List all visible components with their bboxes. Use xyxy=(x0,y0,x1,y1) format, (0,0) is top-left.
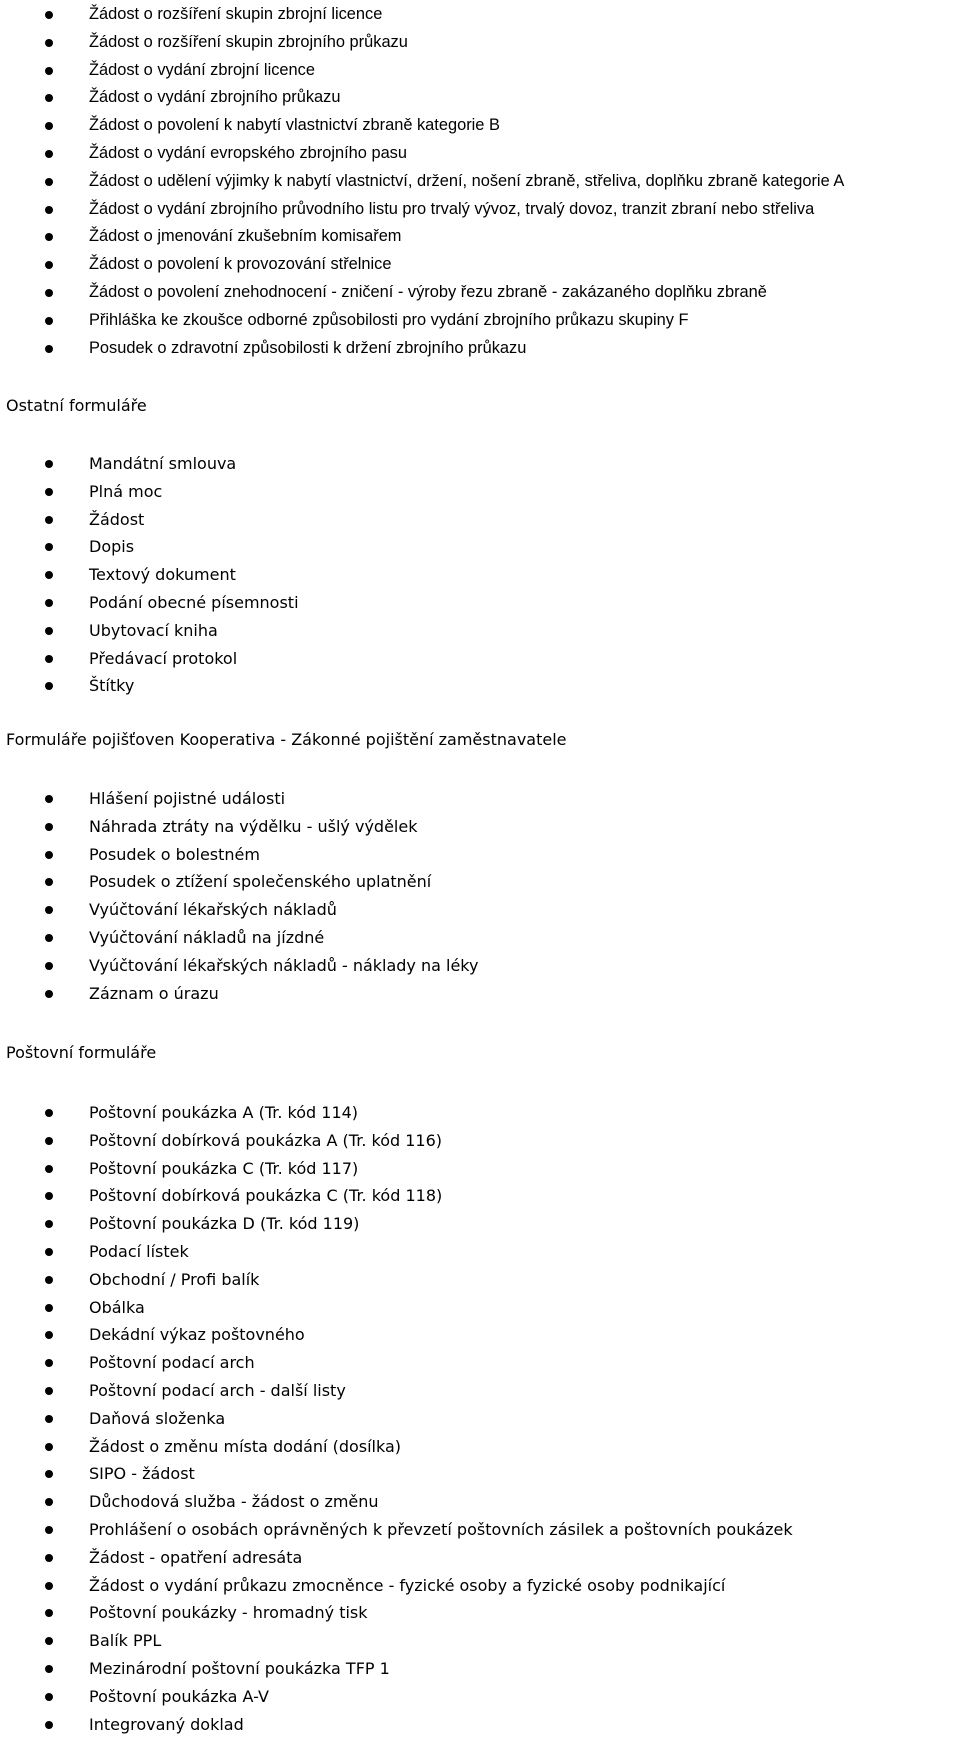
bullet-icon xyxy=(45,1498,53,1506)
list-item xyxy=(0,1182,960,1210)
list-item xyxy=(0,589,960,617)
list-item xyxy=(0,1,960,29)
list-item xyxy=(0,1599,960,1627)
form-link[interactable]: Přihláška ke zkoušce odborné způsobilosti pro vydání zbrojního průkazu skupiny F xyxy=(89,310,689,329)
list-item xyxy=(0,1433,960,1461)
form-link[interactable]: Žádost o vydání zbrojního průkazu xyxy=(89,88,341,107)
list-item xyxy=(0,1460,960,1488)
list-item xyxy=(0,1294,960,1322)
list-item xyxy=(0,1655,960,1683)
bullet-icon xyxy=(45,1637,53,1645)
form-link[interactable]: Žádost o vydání zbrojního průvodního listu pro trvalý vývoz, trvalý dovoz, tranzit zbraní nebo střeliva xyxy=(89,199,815,218)
list-item xyxy=(0,335,960,363)
bullet-icon xyxy=(45,795,53,803)
bullet-icon xyxy=(45,1276,53,1284)
form-link[interactable]: Poštovní podací arch - další listy xyxy=(89,1380,346,1400)
list-item xyxy=(0,1349,960,1377)
form-link[interactable]: Obálka xyxy=(89,1297,145,1317)
list-item xyxy=(0,1377,960,1405)
form-link[interactable]: Poštovní podací arch xyxy=(89,1353,255,1373)
list-item xyxy=(0,1321,960,1349)
form-link[interactable]: Poštovní dobírková poukázka C (Tr. kód 118) xyxy=(89,1186,443,1206)
list-item xyxy=(0,1238,960,1266)
list-item xyxy=(0,1544,960,1572)
list-item xyxy=(0,617,960,645)
list-item xyxy=(0,645,960,673)
insurance-forms-section xyxy=(0,785,960,1007)
form-link[interactable]: Vyúčtování lékařských nákladů - náklady na léky xyxy=(89,955,479,975)
section-title-other-forms: Ostatní formuláře xyxy=(6,396,147,415)
list-item xyxy=(0,1155,960,1183)
bullet-icon xyxy=(45,94,53,102)
postal-forms-section xyxy=(0,1099,960,1738)
bullet-icon xyxy=(45,627,53,635)
bullet-icon xyxy=(45,122,53,130)
form-link[interactable]: Žádost o jmenování zkušebním komisařem xyxy=(89,227,402,246)
list-item xyxy=(0,251,960,279)
list-item xyxy=(0,450,960,478)
form-link[interactable]: Žádost o vydání průkazu zmocněnce - fyzické osoby a fyzické osoby podnikající xyxy=(89,1575,726,1595)
form-link[interactable]: Prohlášení o osobách oprávněných k převzetí poštovních zásilek a poštovních poukázek xyxy=(89,1519,793,1539)
list-item xyxy=(0,478,960,506)
bullet-icon xyxy=(45,1387,53,1395)
form-link[interactable]: Žádost xyxy=(89,509,145,529)
bullet-icon xyxy=(45,261,53,269)
form-link[interactable]: Posudek o zdravotní způsobilosti k držení zbrojního průkazu xyxy=(89,338,527,357)
bullet-icon xyxy=(45,823,53,831)
list-item xyxy=(0,868,960,896)
gun-license-forms-list xyxy=(0,1,960,362)
bullet-icon xyxy=(45,150,53,158)
form-link[interactable]: Žádost o udělení výjimky k nabytí vlastnictví, držení, nošení zbraně, střeliva, doplňku zbraně kategorie A xyxy=(89,171,845,190)
list-item xyxy=(0,1516,960,1544)
list-item xyxy=(0,1711,960,1738)
list-item xyxy=(0,1266,960,1294)
form-link[interactable]: SIPO - žádost xyxy=(89,1464,195,1484)
form-link[interactable]: Integrovaný doklad xyxy=(89,1714,244,1734)
list-item xyxy=(0,1405,960,1433)
bullet-icon xyxy=(45,1582,53,1590)
bullet-icon xyxy=(45,682,53,690)
bullet-icon xyxy=(45,1137,53,1145)
bullet-icon xyxy=(45,488,53,496)
form-link[interactable]: Záznam o úrazu xyxy=(89,983,219,1003)
list-item xyxy=(0,57,960,85)
bullet-icon xyxy=(45,1109,53,1117)
list-item xyxy=(0,924,960,952)
list-item xyxy=(0,196,960,224)
form-link[interactable]: Žádost o povolení znehodnocení - zničení - výroby řezu zbraně - zakázaného doplňku zbraně xyxy=(89,282,767,301)
list-item xyxy=(0,223,960,251)
form-link[interactable]: Vyúčtování lékařských nákladů xyxy=(89,900,337,920)
list-item xyxy=(0,896,960,924)
list-item xyxy=(0,1210,960,1238)
form-link[interactable]: Hlášení pojistné události xyxy=(89,789,286,808)
bullet-icon xyxy=(45,599,53,607)
form-link[interactable]: Poštovní poukázka A (Tr. kód 114) xyxy=(89,1103,359,1122)
form-link[interactable]: Posudek o ztížení společenského uplatnění xyxy=(89,872,432,892)
bullet-icon xyxy=(45,289,53,297)
bullet-icon xyxy=(45,1415,53,1423)
bullet-icon xyxy=(45,460,53,468)
form-link[interactable]: Žádost - opatření adresáta xyxy=(89,1547,303,1567)
form-link[interactable]: Žádost o povolení k provozování střelnice xyxy=(89,255,392,274)
list-item xyxy=(0,841,960,869)
bullet-icon xyxy=(45,1470,53,1478)
form-link[interactable]: Podání obecné písemnosti xyxy=(89,592,299,612)
list-item xyxy=(0,1572,960,1600)
form-link[interactable]: Žádost o rozšíření skupin zbrojního průkazu xyxy=(89,32,408,51)
list-item xyxy=(0,1127,960,1155)
other-forms-section xyxy=(0,450,960,700)
form-link[interactable]: Daňová složenka xyxy=(89,1408,226,1428)
bullet-icon xyxy=(45,1665,53,1673)
list-item xyxy=(0,29,960,57)
bullet-icon xyxy=(45,851,53,859)
form-link[interactable]: Předávací protokol xyxy=(89,648,238,668)
bullet-icon xyxy=(45,990,53,998)
list-item xyxy=(0,1683,960,1711)
bullet-icon xyxy=(45,206,53,214)
list-item xyxy=(0,672,960,700)
list-item xyxy=(0,1627,960,1655)
list-item xyxy=(0,813,960,841)
form-link[interactable]: Balík PPL xyxy=(89,1631,162,1651)
bullet-icon xyxy=(45,1248,53,1256)
form-link[interactable]: Poštovní poukázky - hromadný tisk xyxy=(89,1603,368,1623)
list-item xyxy=(0,307,960,335)
gun-license-forms-section xyxy=(0,1,960,362)
list-item xyxy=(0,140,960,168)
bullet-icon xyxy=(45,1331,53,1339)
form-link[interactable]: Mandátní smlouva xyxy=(89,454,237,473)
list-item xyxy=(0,980,960,1008)
list-item xyxy=(0,506,960,534)
form-link[interactable]: Žádost o povolení k nabytí vlastnictví zbraně kategorie B xyxy=(89,116,500,135)
form-link[interactable]: Poštovní dobírková poukázka A (Tr. kód 116) xyxy=(89,1130,443,1150)
form-link[interactable]: Dekádní výkaz poštovného xyxy=(89,1325,305,1345)
form-link[interactable]: Ubytovací kniha xyxy=(89,620,218,640)
form-link[interactable]: Žádost o vydání evropského zbrojního pasu xyxy=(89,143,407,162)
section-title-postal-forms: Poštovní formuláře xyxy=(6,1043,157,1062)
bullet-icon xyxy=(45,1721,53,1729)
bullet-icon xyxy=(45,655,53,663)
form-link[interactable]: Plná moc xyxy=(89,481,163,501)
bullet-icon xyxy=(45,345,53,353)
bullet-icon xyxy=(45,1304,53,1312)
insurance-forms-list xyxy=(0,785,960,1007)
bullet-icon xyxy=(45,67,53,75)
list-item xyxy=(0,1099,960,1127)
form-link[interactable]: Žádost o rozšíření skupin zbrojní licence xyxy=(89,5,383,23)
list-item xyxy=(0,561,960,589)
form-link[interactable]: Textový dokument xyxy=(89,565,236,585)
bullet-icon xyxy=(45,317,53,325)
form-link[interactable]: Podací lístek xyxy=(89,1241,189,1261)
list-item xyxy=(0,112,960,140)
bullet-icon xyxy=(45,233,53,241)
list-item xyxy=(0,279,960,307)
list-item xyxy=(0,785,960,813)
bullet-icon xyxy=(45,878,53,886)
bullet-icon xyxy=(45,1220,53,1228)
form-link[interactable]: Posudek o bolestném xyxy=(89,844,260,864)
other-forms-list xyxy=(0,450,960,700)
list-item xyxy=(0,168,960,196)
form-link[interactable]: Obchodní / Profi balík xyxy=(89,1269,260,1289)
bullet-icon xyxy=(45,516,53,524)
form-link[interactable]: Poštovní poukázka C (Tr. kód 117) xyxy=(89,1158,359,1178)
postal-forms-list xyxy=(0,1099,960,1738)
bullet-icon xyxy=(45,1359,53,1367)
bullet-icon xyxy=(45,934,53,942)
bullet-icon xyxy=(45,178,53,186)
list-item xyxy=(0,533,960,561)
form-link[interactable]: Vyúčtování nákladů na jízdné xyxy=(89,927,325,947)
bullet-icon xyxy=(45,906,53,914)
bullet-icon xyxy=(45,1554,53,1562)
form-link[interactable]: Žádost o změnu místa dodání (dosílka) xyxy=(89,1436,402,1456)
form-link[interactable]: Poštovní poukázka A-V xyxy=(89,1686,269,1706)
list-item xyxy=(0,952,960,980)
bullet-icon xyxy=(45,962,53,970)
bullet-icon xyxy=(45,1165,53,1173)
form-link[interactable]: Mezinárodní poštovní poukázka TFP 1 xyxy=(89,1658,390,1678)
bullet-icon xyxy=(45,11,53,19)
bullet-icon xyxy=(45,1443,53,1451)
bullet-icon xyxy=(45,1192,53,1200)
form-link[interactable]: Dopis xyxy=(89,537,135,557)
form-link[interactable]: Důchodová služba - žádost o změnu xyxy=(89,1492,379,1512)
form-link[interactable]: Žádost o vydání zbrojní licence xyxy=(89,60,315,79)
bullet-icon xyxy=(45,571,53,579)
list-item xyxy=(0,84,960,112)
bullet-icon xyxy=(45,1609,53,1617)
form-link[interactable]: Štítky xyxy=(89,676,135,696)
list-item xyxy=(0,1488,960,1516)
form-link[interactable]: Náhrada ztráty na výdělku - ušlý výdělek xyxy=(89,816,418,836)
bullet-icon xyxy=(45,1526,53,1534)
form-link[interactable]: Poštovní poukázka D (Tr. kód 119) xyxy=(89,1214,360,1234)
bullet-icon xyxy=(45,1693,53,1701)
bullet-icon xyxy=(45,543,53,551)
section-title-insurance-forms: Formuláře pojišťoven Kooperativa - Zákonné pojištění zaměstnavatele xyxy=(6,730,567,749)
bullet-icon xyxy=(45,39,53,47)
